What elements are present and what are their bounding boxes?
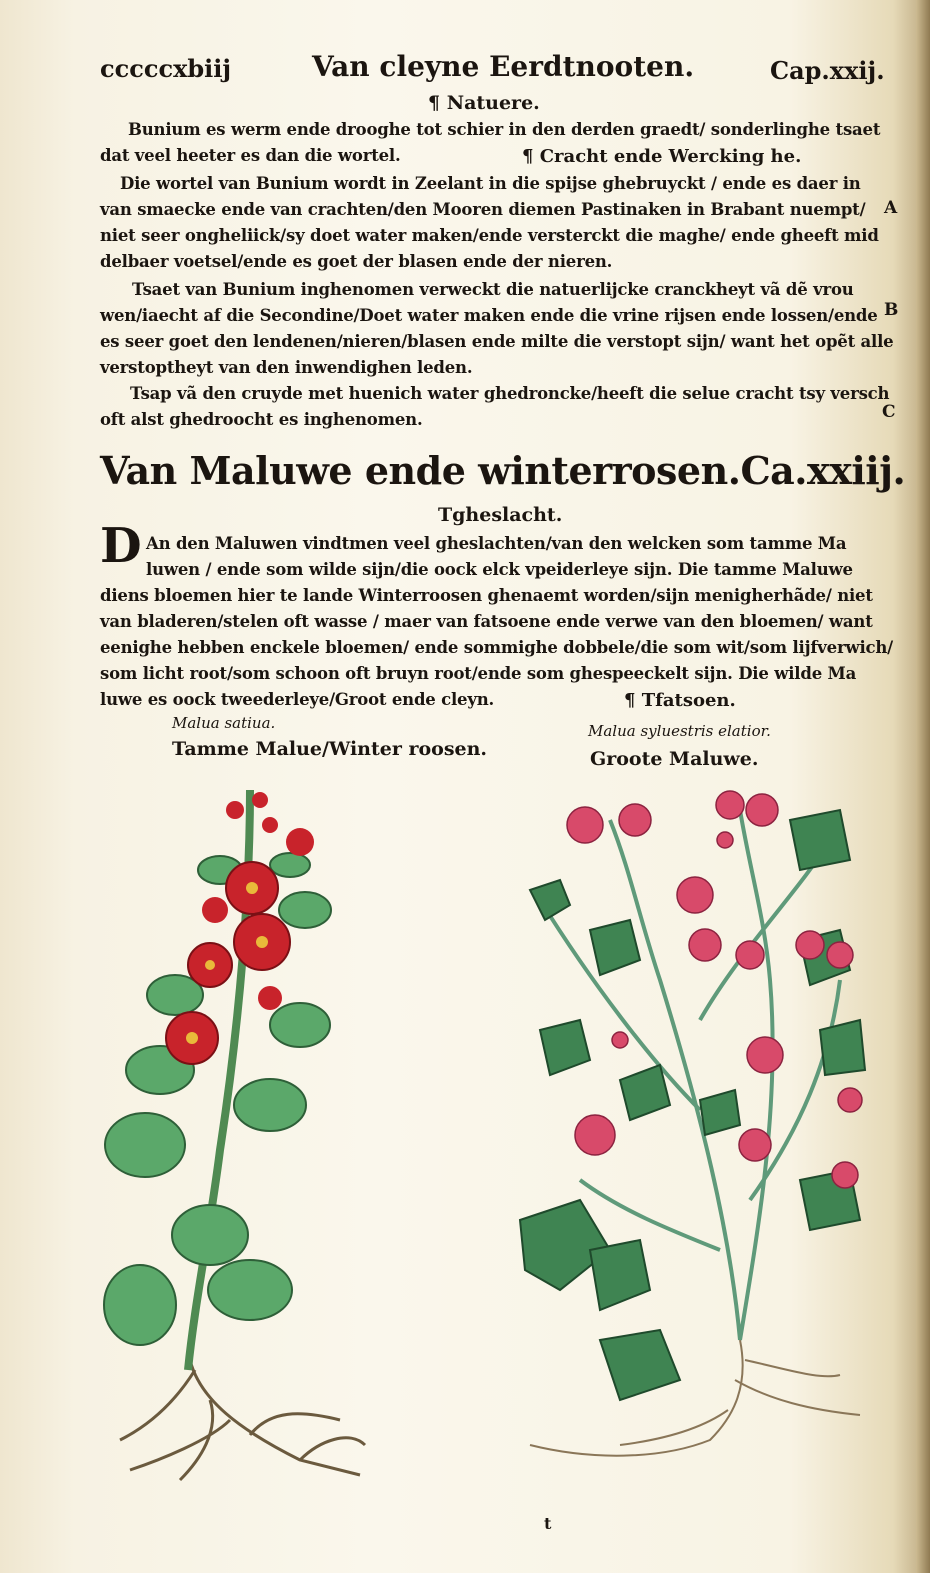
text-line: verstoptheyt van den inwendighen leden. <box>100 358 473 377</box>
figure-latin-left: Malua satiua. <box>172 714 276 732</box>
drop-cap: D <box>100 518 142 574</box>
fatsoen-heading: ¶ Tfatsoen. <box>624 690 736 711</box>
text-line: An den Maluwen vindtmen veel gheslachten/van den welcken som tamme Ma <box>146 534 847 553</box>
book-gutter-edge <box>916 0 930 1573</box>
text-line: Bunium es werm ende drooghe tot schier in den derden graedt/ sonderlinghe tsaet <box>128 120 881 139</box>
text-line: luwen / ende som wilde sijn/die oock elck vpeiderleye sijn. Die tamme Maluwe <box>146 560 853 579</box>
cracht-heading: ¶ Cracht ende Wercking he. <box>522 146 802 167</box>
text-line: Die wortel van Bunium wordt in Zeelant in die spijse ghebruyckt / ende es daer in <box>120 174 861 193</box>
figure-caption-left: Tamme Malue/Winter roosen. <box>172 738 488 760</box>
margin-letter-b: B <box>884 300 899 320</box>
chapter-title: Van Maluwe ende winterrosen.Ca.xxiij. <box>100 448 906 493</box>
figure-latin-right: Malua syluestris elatior. <box>588 722 771 740</box>
roots <box>530 1340 860 1456</box>
pilcrow-icon: ¶ <box>522 146 540 167</box>
text-line: niet seer ongheliick/sy doet water maken/ende versterckt die maghe/ ende gheeft mid <box>100 226 879 245</box>
text-line: van smaecke ende van crachten/den Mooren diemen Pastinaken in Brabant nuempt/ <box>100 200 866 219</box>
figure-caption-right: Groote Maluwe. <box>590 748 759 770</box>
hollyhock-illustration <box>100 770 380 1490</box>
text-line: Tsaet van Bunium inghenomen verweckt die natuerlijcke cranckheyt vã dẽ vrou <box>132 280 854 299</box>
text-line: Tsap vã den cruyde met huenich water ghedroncke/heeft die selue cracht tsy versch <box>130 384 890 403</box>
text-line: delbaer voetsel/ende es goet der blasen ende der nieren. <box>100 252 613 271</box>
text-line: wen/iaecht af die Secondine/Doet water maken ende die vrine rijsen ende lossen/ende <box>100 306 878 325</box>
text-line: van bladeren/stelen oft wasse / maer van fatsoene ende verwe van den bloemen/ want <box>100 612 873 631</box>
margin-letter-a: A <box>884 198 898 218</box>
footer-mark: t <box>544 1514 552 1533</box>
text-line: som licht root/som schoon oft bruyn root/ende som ghespeeckelt sijn. Die wilde Ma <box>100 664 857 683</box>
leaves <box>104 853 331 1345</box>
text-line: eenighe hebben enckele bloemen/ ende sommighe dobbele/die som wit/som lijfverwich/ <box>100 638 893 657</box>
natuere-heading: ¶ Natuere. <box>428 92 540 114</box>
gheslacht-heading: Tgheslacht. <box>438 504 563 526</box>
pilcrow-icon: ¶ <box>428 92 447 114</box>
mallow-illustration <box>500 780 880 1500</box>
running-title: Van cleyne Eerdtnooten. <box>312 50 695 83</box>
pilcrow-icon: ¶ <box>624 690 642 711</box>
text-line: es seer goet den lendenen/nieren/blasen ende milte die verstopt sijn/ want het opẽt alle <box>100 332 894 351</box>
text-line: diens bloemen hier te lande Winterroosen ghenaemt worden/sijn menigherhãde/ niet <box>100 586 873 605</box>
roots <box>120 1360 365 1480</box>
chapter-ref: Cap.xxij. <box>770 56 885 85</box>
folio-number: cccccxbiij <box>100 54 232 83</box>
margin-letter-c: C <box>882 402 896 422</box>
text-line: luwe es oock tweederleye/Groot ende cleyn. <box>100 690 495 709</box>
text-line: dat veel heeter es dan die wortel. <box>100 146 401 165</box>
text-line: oft alst ghedroocht es inghenomen. <box>100 410 423 429</box>
